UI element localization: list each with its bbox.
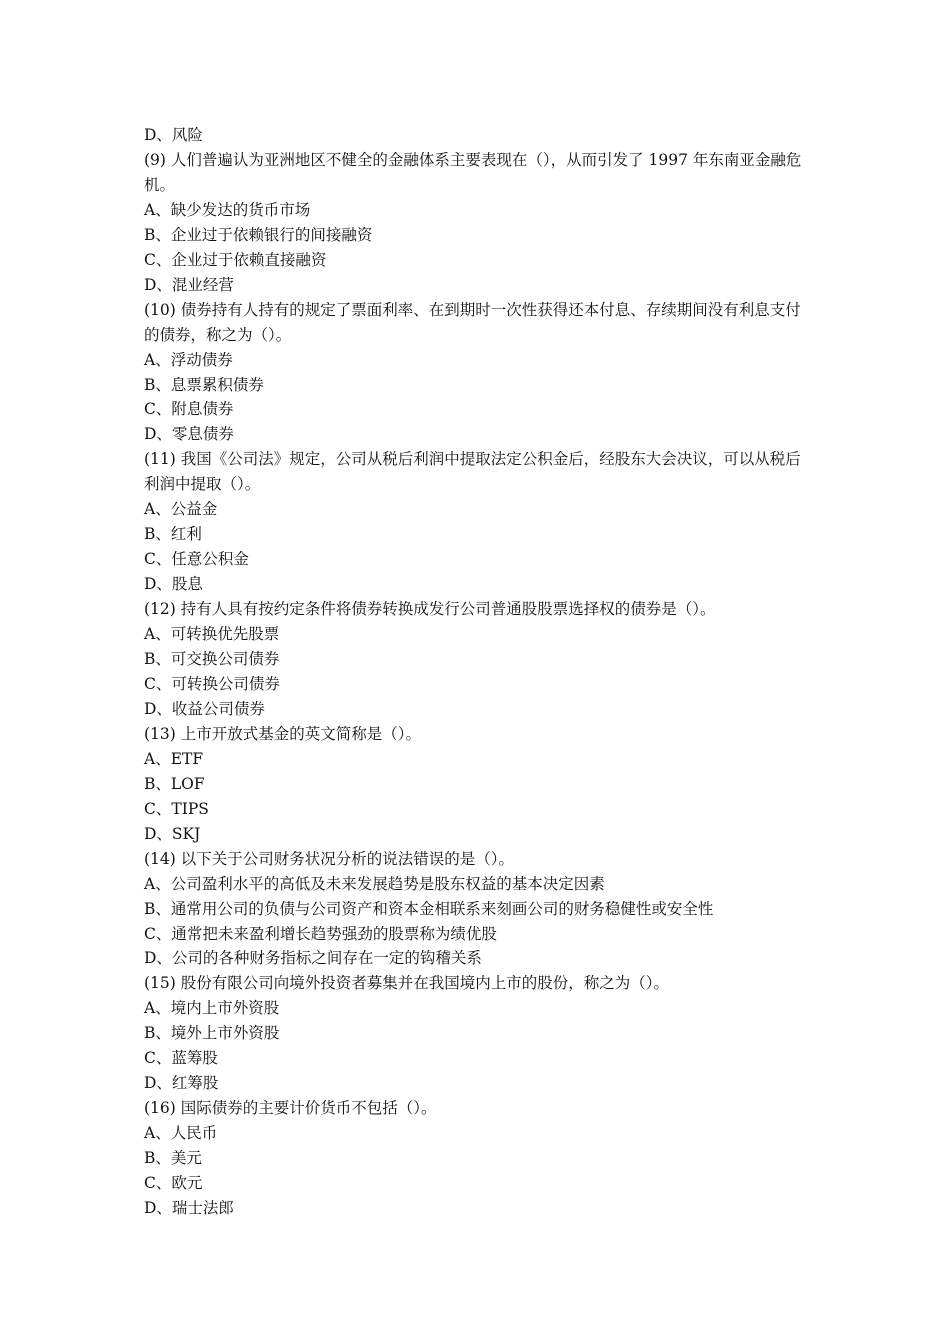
- question-block: [144, 597, 808, 722]
- option-a: A、缺少发达的货币市场: [144, 200, 311, 219]
- option-a: A、浮动债券: [144, 350, 233, 369]
- option-b: B、可交换公司债券: [144, 650, 280, 669]
- question-block: [144, 1096, 808, 1221]
- option-d: D、混业经营: [144, 275, 234, 294]
- question-block: [144, 847, 808, 972]
- question-stem: (15) 股份有限公司向境外投资者募集并在我国境内上市的股份，称之为（）。: [144, 974, 669, 993]
- question-stem: (11) 我国《公司法》规定，公司从税后利润中提取法定公积金后，经股东大会决议，可以从税后利润中提取（）。: [144, 450, 801, 494]
- option-a: A、可转换优先股票: [144, 625, 280, 644]
- option-b: B、境外上市外资股: [144, 1024, 280, 1043]
- option-c: C、任意公积金: [144, 550, 249, 569]
- question-stem: (16) 国际债券的主要计价货币不包括（）。: [144, 1099, 437, 1118]
- option-d: D、瑞士法郎: [144, 1198, 234, 1217]
- question-stem: (14) 以下关于公司财务状况分析的说法错误的是（）。: [144, 849, 514, 868]
- option-a: A、境内上市外资股: [144, 999, 280, 1018]
- option-d: D、收益公司债券: [144, 699, 265, 718]
- question-stem: (12) 持有人具有按约定条件将债券转换成发行公司普通股股票选择权的债券是（）。: [144, 600, 716, 619]
- question-block: [144, 148, 808, 298]
- question-block: [144, 971, 808, 1096]
- option-b: B、美元: [144, 1149, 202, 1168]
- option-b: B、企业过于依赖银行的间接融资: [144, 225, 373, 244]
- document-body: [144, 123, 808, 1221]
- option-c: C、蓝筹股: [144, 1049, 218, 1068]
- option-b: B、红利: [144, 525, 202, 544]
- option-d: D、零息债券: [144, 425, 234, 444]
- question-stem: (13) 上市开放式基金的英文简称是（）。: [144, 724, 421, 743]
- question-block: [144, 722, 808, 847]
- option-a: A、人民币: [144, 1124, 218, 1143]
- question-stem: (9) 人们普遍认为亚洲地区不健全的金融体系主要表现在（），从而引发了 1997 年东南亚金融危机。: [144, 150, 802, 194]
- option-c: C、附息债券: [144, 400, 234, 419]
- question-block: [144, 298, 808, 448]
- option-a: A、ETF: [144, 749, 204, 768]
- option-c: C、可转换公司债券: [144, 674, 280, 693]
- option-b: B、LOF: [144, 774, 205, 793]
- option-b: B、通常用公司的负债与公司资产和资本金相联系来刻画公司的财务稳健性或安全性: [144, 899, 714, 918]
- option-d: D、红筹股: [144, 1074, 219, 1093]
- option-c: C、欧元: [144, 1174, 203, 1193]
- option-a: A、公司盈利水平的高低及未来发展趋势是股东权益的基本决定因素: [144, 874, 605, 893]
- option-d-previous-question: D、风险: [144, 126, 203, 144]
- option-c: C、通常把未来盈利增长趋势强劲的股票称为绩优股: [144, 924, 497, 943]
- question-stem: (10) 债券持有人持有的规定了票面利率、在到期时一次性获得还本付息、存续期间没有利息支付的债券，称之为（）。: [144, 300, 801, 344]
- question-list: [144, 148, 808, 1221]
- question-block: [144, 447, 808, 597]
- option-d: D、股息: [144, 575, 203, 594]
- option-d: D、SKJ: [144, 824, 201, 843]
- option-d: D、公司的各种财务指标之间存在一定的钩稽关系: [144, 949, 482, 968]
- option-b: B、息票累积债券: [144, 375, 264, 394]
- option-a: A、公益金: [144, 500, 218, 519]
- option-c: C、TIPS: [144, 799, 209, 818]
- option-c: C、企业过于依赖直接融资: [144, 250, 327, 269]
